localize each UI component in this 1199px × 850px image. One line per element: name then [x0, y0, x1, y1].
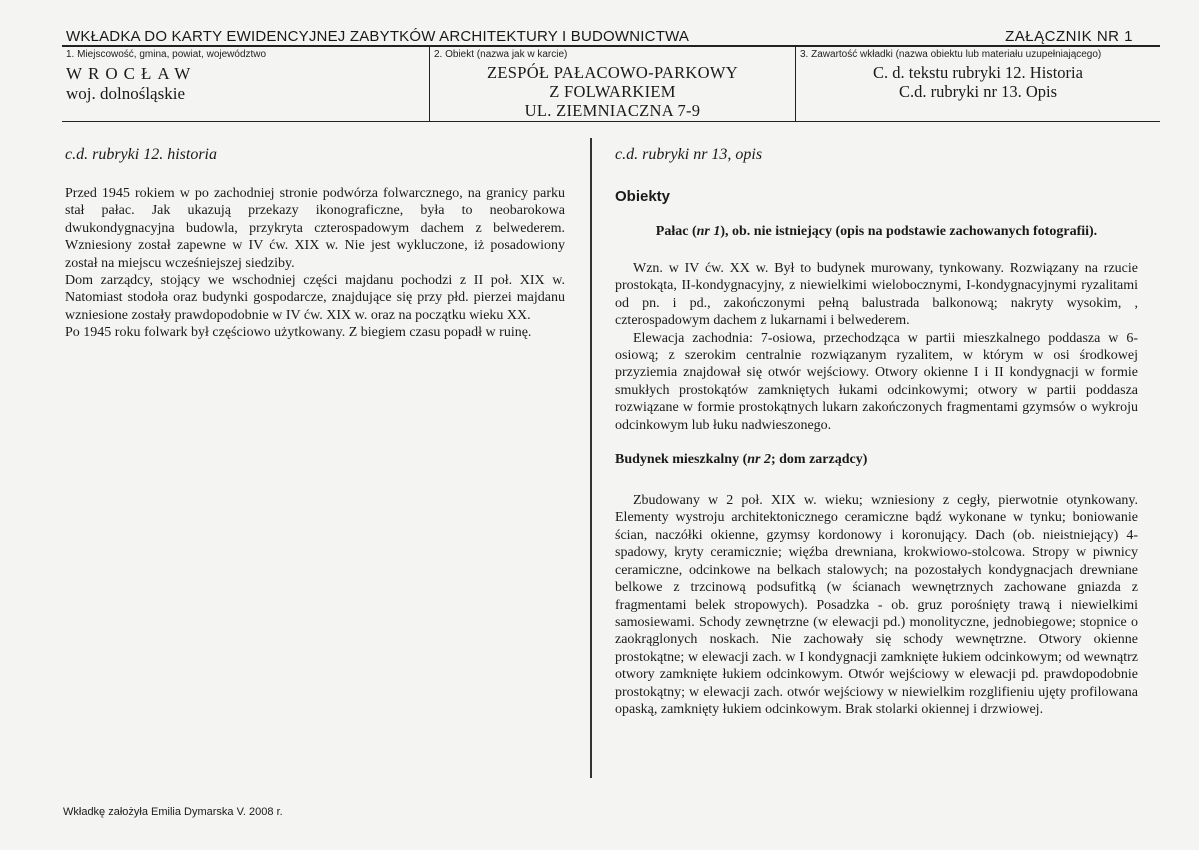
header-fields — [62, 47, 1160, 122]
description-column — [615, 146, 1138, 718]
history-text — [65, 185, 565, 342]
location-label: 1. Miejscowość, gmina, powiat, województwo — [66, 49, 267, 60]
palace-heading-post: ), ob. nie istniejący (opis na podstawie zachowanych fotografii). — [720, 224, 1098, 239]
object-label: 2. Obiekt (nazwa jak w karcie) — [434, 49, 568, 60]
location-field — [62, 47, 430, 121]
voivodeship: woj. dolnośląskie — [66, 84, 185, 103]
object-name-line: ZESPÓŁ PAŁACOWO-PARKOWY — [487, 63, 738, 82]
object-name-line: Z FOLWARKIEM — [549, 82, 676, 101]
contents-line: C.d. rubryki nr 13. Opis — [898, 82, 1058, 101]
history-subheading: c.d. rubryki 12. historia — [65, 146, 217, 163]
house-heading-pre: Budynek mieszkalny ( — [615, 452, 748, 468]
house-heading-number: nr 2 — [747, 452, 771, 468]
palace-description — [615, 260, 1138, 434]
palace-heading — [615, 224, 1138, 244]
palace-paragraph: Wzn. w IV ćw. XX w. Był to budynek murowany, tynkowany. Rozwiązany na rzucie prostokąta, II-kondygnacyjny, z niewielkimi wielobocznymi, I-kondygnacyjnymi ryzalitami od pn. i pd., zakończonymi pełną balustrada balkonową; nakryty wysokim, , czterospadowym dachem z lukarnami i belwederem. — [615, 261, 1138, 329]
contents-value — [796, 63, 1160, 101]
contents-line: C. d. tekstu rubryki 12. Historia — [873, 63, 1083, 82]
palace-paragraph: Elewacja zachodnia: 7-osiowa, przechodząca w partii mieszkalnego poddasza w 6-osiową; z szerokim centralnie rozwiązanym ryzalitem, w którym w osi środkowej przyziemia znajdował się otwór wejściowy. Otwory okienne I i II kondygnacji w formie smukłych prostokątów zamkniętych łukami odcinkowymi; otwory w partii poddasza rozwiązane w formie prostokątnych lukarn zakończonych fragmentami gzymsów o wykroju odcinkowym lub łuku nadwieszonego. — [615, 330, 1138, 433]
house-paragraph: Zbudowany w 2 poł. XIX w. wieku; wzniesiony z cegły, pierwotnie otynkowany. Elementy wystroju architektonicznego ceramiczne bądź wykonane w tynku; boniowanie ścian, naczółki okienne, gzymsy kordonowy i koronujący. Dach (ob. nieistniejący) 4-spadowy, kryty ceramicznie; więźba drewniana, krokwiowo-stolcowa. Stropy w piwnicy ceramiczne, odcinkowe na belkach stalowych; na pozostałych kondygnacjach drewniane belkowe z trzcinową podsufitką (w ścianach wewnętrznych zachowane gniazda z fragmentami belek stropowych). Posadzka - ob. gruz porośnięty trawą i niewielkimi samosiewami. Schody zewnętrzne (w elewacji pd.) monolityczne, jednobiegowe; stopnice o zaokrąglonych noskach. Nie zachowały się schody wewnętrzne. Otwory okienne prostokątne; w elewacji zach. w I kondygnacji zamknięte łukiem odcinkowym; od wewnątrz otwory zamknięte łukiem odcinkowym. Otwór wejściowy w elewacji pd. prawdopodobnie prostokątny; w elewacji zach. otwór wejściowy w niewielkim rozglifieniu ujęty profilowana opaską, zamknięty łukiem odcinkowym. Brak stolarki okiennej i drzwiowej. — [615, 493, 1138, 717]
annex-label: ZAŁĄCZNIK NR 1 — [1005, 28, 1133, 45]
history-paragraph: Po 1945 roku folwark był częściowo użytkowany. Z biegiem czasu popadł w ruinę. — [65, 325, 532, 341]
palace-heading-pre: Pałac ( — [655, 224, 697, 239]
contents-field — [796, 47, 1160, 121]
object-name — [430, 63, 795, 120]
form-title: WKŁADKA DO KARTY EWIDENCYJNEJ ZABYTKÓW ARCHITEKTURY I BUDOWNICTWA — [66, 28, 690, 45]
object-field — [430, 47, 796, 121]
palace-heading-number: nr 1 — [696, 224, 721, 239]
description-subheading: c.d. rubryki nr 13, opis — [615, 146, 763, 163]
house-heading-post: ; dom zarządcy) — [770, 452, 868, 468]
contents-label: 3. Zawartość wkładki (nazwa obiektu lub materiału uzupełniającego) — [800, 49, 1102, 60]
footer-note: Wkładkę założyła Emilia Dymarska V. 2008 r. — [63, 806, 283, 818]
house-heading — [615, 452, 1138, 472]
section-title: Obiekty — [615, 188, 671, 205]
house-description — [615, 492, 1138, 718]
history-paragraph: Dom zarządcy, stojący we wschodniej części majdanu pochodzi z II poł. XIX w. Natomiast stodoła oraz budynki gospodarcze, znajdujące się przy płd. pierzei majdanu wzniesione zostały prawdopodobnie w IV ćw. XIX w. oraz na początku wieku XX. — [65, 273, 565, 323]
history-column — [65, 146, 565, 342]
history-paragraph: Przed 1945 rokiem w po zachodniej stronie podwórza folwarcznego, na granicy parku stał pałac. Jak ukazują przekazy ikonograficzne, była to neobarokowa dwukondygnacyjna budowla, przykryta czterospadowym dachem z belwederem. Wzniesiony został zapewne w IV ćw. XIX w. Nie jest wykluczone, iż posadowiony został na miejscu wcześniejszej siedziby. — [65, 186, 565, 271]
object-name-line: UL. ZIEMNIACZNA 7-9 — [524, 101, 701, 120]
city-name: WROCŁAW — [66, 64, 197, 83]
column-divider — [590, 138, 592, 778]
